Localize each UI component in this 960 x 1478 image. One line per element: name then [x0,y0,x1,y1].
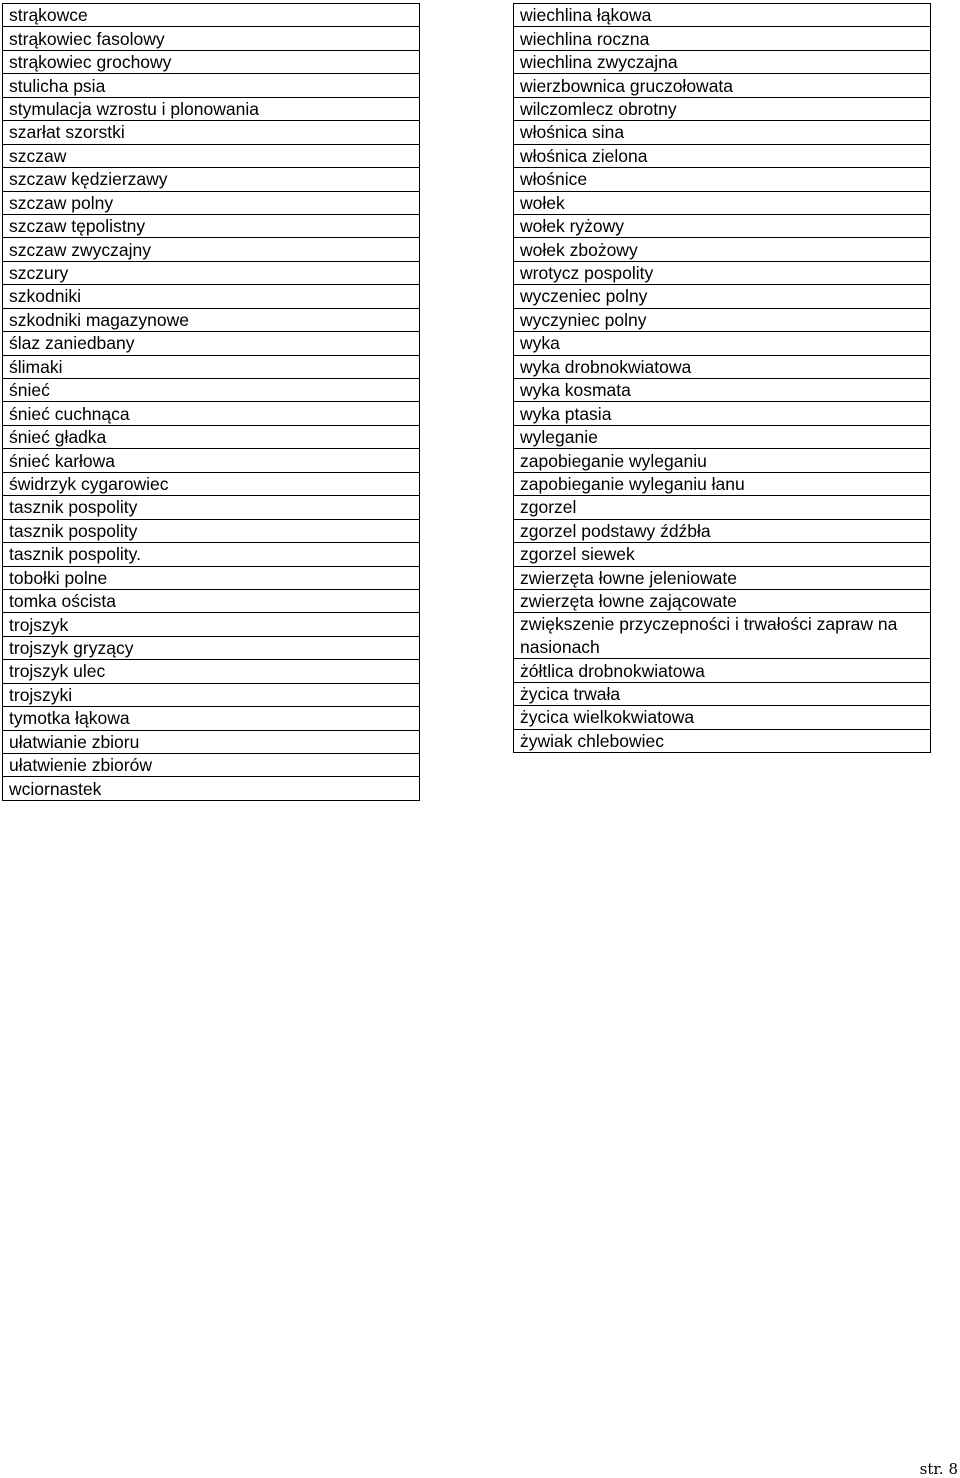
term-cell: ślimaki [3,355,420,378]
table-row [514,449,931,472]
term-cell: tobołki polne [3,566,420,589]
table-row [514,238,931,261]
term-cell: wierzbownica gruczołowata [514,74,931,97]
table-row [3,425,420,448]
table-row [3,683,420,706]
term-cell: wołek zbożowy [514,238,931,261]
table-row [3,660,420,683]
term-cell: zapobieganie wyleganiu [514,449,931,472]
term-cell: zwierzęta łowne zającowate [514,589,931,612]
term-cell: życica wielkokwiatowa [514,706,931,729]
table-row [3,754,420,777]
table-row [3,144,420,167]
table-row [514,50,931,73]
table-row [514,729,931,752]
terms-table-right-body [514,4,931,753]
term-cell: stymulacja wzrostu i plonowania [3,97,420,120]
term-cell: wyczeniec polny [514,285,931,308]
table-row [3,97,420,120]
term-cell: wyczyniec polny [514,308,931,331]
table-row [3,238,420,261]
table-row [514,191,931,214]
term-cell: zapobieganie wyleganiu łanu [514,472,931,495]
term-cell: tymotka łąkowa [3,707,420,730]
term-cell: ślaz zaniedbany [3,332,420,355]
term-cell: wyka ptasia [514,402,931,425]
table-row [514,355,931,378]
term-cell: trojszyk ulec [3,660,420,683]
term-cell: szkodniki magazynowe [3,308,420,331]
terms-table-right [513,3,931,753]
table-row [3,543,420,566]
table-row [3,168,420,191]
terms-table-left-body [3,4,420,801]
term-cell: szarłat szorstki [3,121,420,144]
table-row [3,449,420,472]
table-row [3,496,420,519]
table-row [514,332,931,355]
table-row [3,4,420,27]
term-cell: wyka drobnokwiatowa [514,355,931,378]
term-cell: zgorzel [514,496,931,519]
table-row [514,519,931,542]
term-cell: wołek [514,191,931,214]
table-row [514,543,931,566]
table-row [3,308,420,331]
term-cell: szczaw tępolistny [3,214,420,237]
term-cell: śnieć cuchnąca [3,402,420,425]
table-row [514,613,931,659]
table-row [3,74,420,97]
table-row [514,566,931,589]
term-cell: żywiak chlebowiec [514,729,931,752]
table-row [3,50,420,73]
table-row [514,496,931,519]
table-row [514,706,931,729]
term-cell: śnieć karłowa [3,449,420,472]
table-row [514,425,931,448]
table-row [3,402,420,425]
table-row [514,285,931,308]
table-row [3,121,420,144]
term-cell: zwierzęta łowne jeleniowate [514,566,931,589]
table-row [3,777,420,800]
term-cell: strąkowiec fasolowy [3,27,420,50]
term-cell: zgorzel podstawy źdźbła [514,519,931,542]
table-row [514,659,931,682]
term-cell: życica trwała [514,682,931,705]
term-cell: świdrzyk cygarowiec [3,472,420,495]
term-cell: zgorzel siewek [514,543,931,566]
table-row [514,97,931,120]
term-cell: trojszyk [3,613,420,636]
page-number: str. 8 [919,1460,958,1478]
table-row [3,379,420,402]
table-row [514,472,931,495]
term-cell: tasznik pospolity [3,496,420,519]
term-cell: szczaw zwyczajny [3,238,420,261]
term-cell: włośnica sina [514,121,931,144]
term-cell: trojszyki [3,683,420,706]
term-cell: strąkowiec grochowy [3,50,420,73]
term-cell: wiechlina zwyczajna [514,50,931,73]
term-cell: wilczomlecz obrotny [514,97,931,120]
term-cell: strąkowce [3,4,420,27]
table-row [514,121,931,144]
term-cell: stulicha psia [3,74,420,97]
term-cell: włośnica zielona [514,144,931,167]
term-cell: trojszyk gryzący [3,636,420,659]
table-row [3,707,420,730]
table-row [3,589,420,612]
table-row [514,144,931,167]
term-cell: tasznik pospolity [3,519,420,542]
term-cell: wciornastek [3,777,420,800]
term-cell: wyka [514,332,931,355]
table-row [514,74,931,97]
table-row [514,379,931,402]
table-row [3,27,420,50]
terms-table-left [2,3,420,801]
table-row [514,261,931,284]
term-cell: włośnice [514,168,931,191]
table-row [3,191,420,214]
table-row [514,214,931,237]
term-cell: ułatwianie zbioru [3,730,420,753]
term-cell: żółtlica drobnokwiatowa [514,659,931,682]
term-cell: szczaw kędzierzawy [3,168,420,191]
term-cell: szkodniki [3,285,420,308]
term-cell: wiechlina roczna [514,27,931,50]
term-cell: ułatwienie zbiorów [3,754,420,777]
term-cell: szczaw polny [3,191,420,214]
table-row [3,636,420,659]
table-row [3,214,420,237]
term-cell: wyleganie [514,425,931,448]
table-row [3,613,420,636]
table-row [3,566,420,589]
table-row [514,27,931,50]
table-row [3,285,420,308]
term-cell: wiechlina łąkowa [514,4,931,27]
table-row [3,730,420,753]
term-cell: tasznik pospolity. [3,543,420,566]
table-row [3,472,420,495]
term-cell: szczaw [3,144,420,167]
table-row [3,332,420,355]
term-cell: zwiększenie przyczepności i trwałości zapraw na nasionach [514,613,931,659]
table-row [514,4,931,27]
term-cell: tomka oścista [3,589,420,612]
table-row [3,261,420,284]
term-cell: wyka kosmata [514,379,931,402]
term-cell: wołek ryżowy [514,214,931,237]
table-row [3,519,420,542]
table-row [514,402,931,425]
term-cell: szczury [3,261,420,284]
term-cell: wrotycz pospolity [514,261,931,284]
term-cell: śnieć gładka [3,425,420,448]
table-row [514,589,931,612]
table-row [514,682,931,705]
table-row [3,355,420,378]
table-row [514,308,931,331]
term-cell: śnieć [3,379,420,402]
table-row [514,168,931,191]
